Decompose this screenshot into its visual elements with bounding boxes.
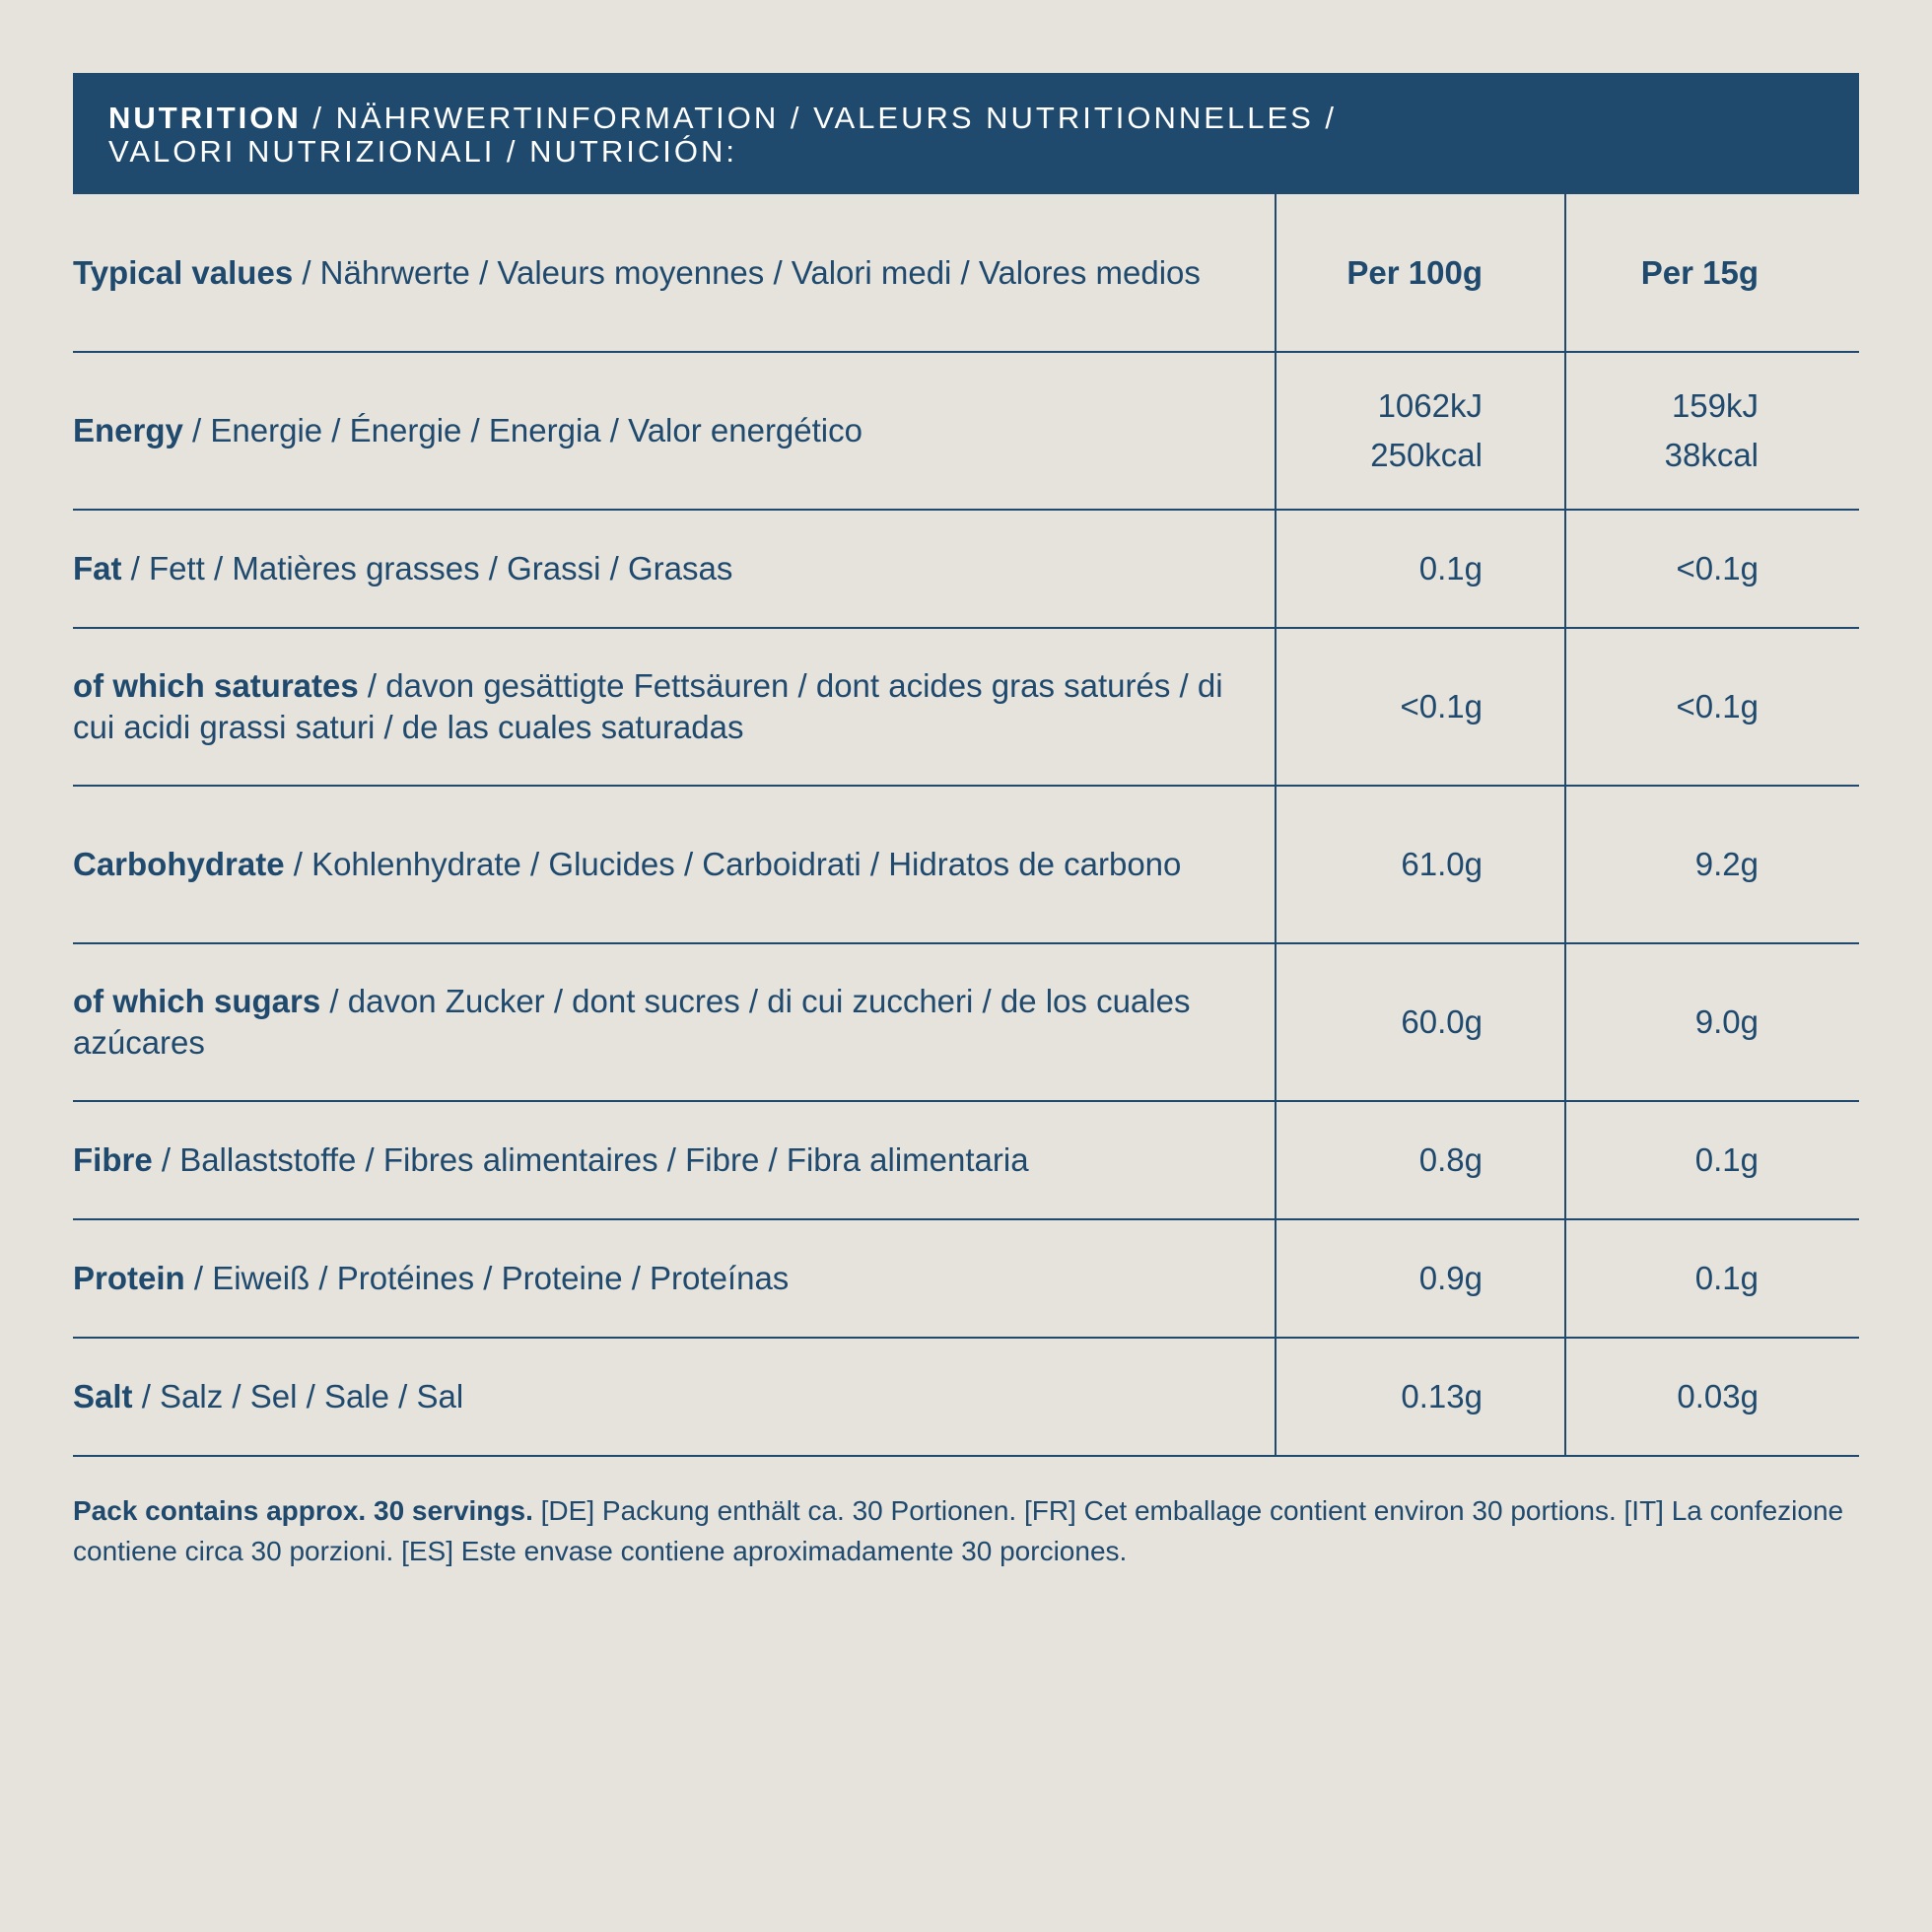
row-label-rest: / Energie / Énergie / Energia / Valor energético: [182, 412, 862, 448]
value-per100g: <0.1g: [1276, 628, 1565, 786]
value-per15g: [1565, 352, 1859, 510]
value-per100g: 0.9g: [1276, 1219, 1565, 1338]
row-label-bold: Carbohydrate: [73, 846, 285, 882]
header-label-rest: / Nährwerte / Valeurs moyennes / Valori medi / Valores medios: [293, 253, 1201, 291]
row-label-bold: of which sugars: [73, 983, 321, 1019]
servings-note-bold: Pack contains approx. 30 servings.: [73, 1495, 533, 1526]
row-label-bold: of which saturates: [73, 667, 359, 704]
value-per15g: 9.0g: [1565, 943, 1859, 1101]
energy-kcal-per100g: 250kcal: [1370, 437, 1483, 473]
row-label-bold: Protein: [73, 1260, 185, 1296]
value-per100g: 60.0g: [1276, 943, 1565, 1101]
table-row-salt: [73, 1338, 1859, 1456]
row-label-rest: / davon Zucker / dont sucres / di cui zuccheri / de los cuales azúcares: [73, 983, 1191, 1061]
value-per100g: 0.1g: [1276, 510, 1565, 628]
table-row-sugars: [73, 943, 1859, 1101]
row-label: [73, 628, 1276, 786]
row-label-rest: / davon gesättigte Fettsäuren / dont acides gras saturés / di cui acidi grassi saturi / de las cuales saturadas: [73, 667, 1223, 745]
nutrition-header: [73, 73, 1859, 194]
header-label-cell: [73, 194, 1276, 352]
value-per15g: 0.1g: [1565, 1101, 1859, 1219]
table-row-fibre: [73, 1101, 1859, 1219]
table-header-row: [73, 194, 1859, 352]
energy-kcal-per15g: 38kcal: [1664, 437, 1759, 473]
header-title-rest: / NÄHRWERTINFORMATION / VALEURS NUTRITIONNELLES /: [301, 101, 1338, 135]
row-label-bold: Fibre: [73, 1141, 153, 1178]
header-title-bold: NUTRITION: [108, 101, 302, 135]
value-per100g: 0.13g: [1276, 1338, 1565, 1456]
table-row-saturates: [73, 628, 1859, 786]
row-label: [73, 1338, 1276, 1456]
row-label-bold: Energy: [73, 412, 183, 448]
energy-kj-per15g: 159kJ: [1671, 387, 1759, 424]
table-row-protein: [73, 1219, 1859, 1338]
row-label: [73, 943, 1276, 1101]
row-label-bold: Fat: [73, 550, 122, 586]
nutrition-panel: [73, 73, 1859, 1571]
servings-note-rest: [DE] Packung enthält ca. 30 Portionen. [FR] Cet emballage contient environ 30 portions. [IT] La confezione contiene circa 30 porzioni. [ES] Este envase contiene aproximadamente 30 porciones.: [73, 1495, 1844, 1566]
row-label-bold: Salt: [73, 1378, 133, 1414]
row-label: [73, 1219, 1276, 1338]
header-label-bold: Typical values: [73, 253, 294, 291]
value-per15g: <0.1g: [1565, 510, 1859, 628]
value-per15g: <0.1g: [1565, 628, 1859, 786]
row-label-rest: / Salz / Sel / Sale / Sal: [132, 1378, 464, 1414]
value-per100g: 0.8g: [1276, 1101, 1565, 1219]
row-label-rest: / Fett / Matières grasses / Grassi / Grasas: [121, 550, 733, 586]
table-row-energy: [73, 352, 1859, 510]
row-label: [73, 1101, 1276, 1219]
row-label: [73, 510, 1276, 628]
header-line-2: VALORI NUTRIZIONALI / NUTRICIÓN:: [108, 134, 737, 169]
value-per15g: 0.1g: [1565, 1219, 1859, 1338]
value-per100g: 61.0g: [1276, 786, 1565, 943]
value-per15g: 0.03g: [1565, 1338, 1859, 1456]
row-label: [73, 352, 1276, 510]
value-per15g: 9.2g: [1565, 786, 1859, 943]
row-label: [73, 786, 1276, 943]
header-line-1: [108, 102, 1824, 135]
table-row-carbohydrate: [73, 786, 1859, 943]
value-per100g: [1276, 352, 1565, 510]
row-label-rest: / Kohlenhydrate / Glucides / Carboidrati / Hidratos de carbono: [284, 846, 1182, 882]
column-header-per100g: Per 100g: [1276, 194, 1565, 352]
row-label-rest: / Ballaststoffe / Fibres alimentaires / Fibre / Fibra alimentaria: [152, 1141, 1029, 1178]
nutrition-table: [73, 194, 1859, 1457]
column-header-per15g: Per 15g: [1565, 194, 1859, 352]
table-row-fat: [73, 510, 1859, 628]
row-label-rest: / Eiweiß / Protéines / Proteine / Proteínas: [184, 1260, 790, 1296]
servings-note: [73, 1490, 1859, 1571]
energy-kj-per100g: 1062kJ: [1377, 387, 1483, 424]
